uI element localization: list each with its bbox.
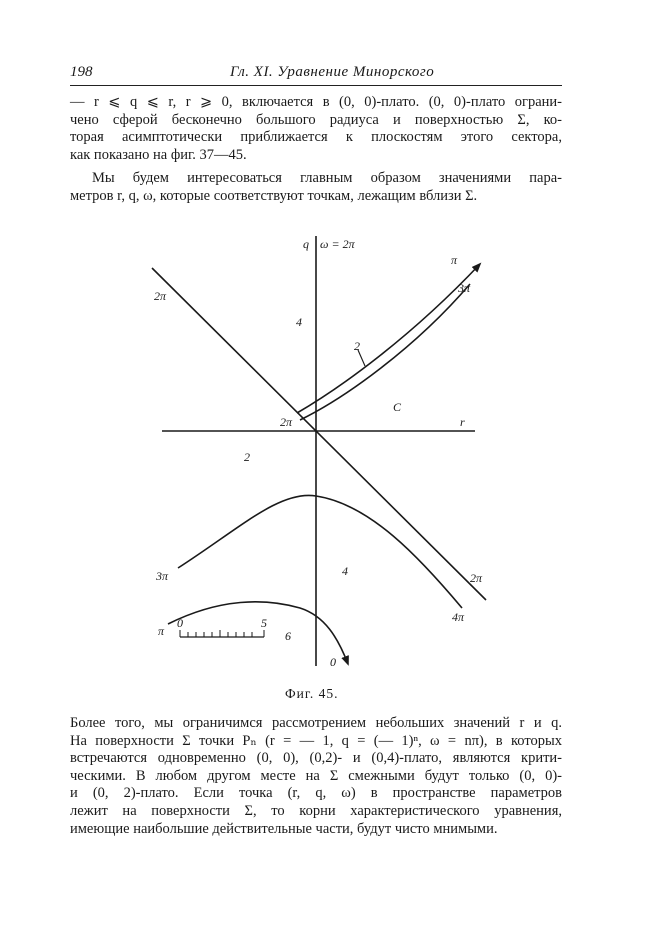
text-line: Более того, мы ограничимся рассмотрением небольших значений r и q. <box>70 715 562 731</box>
omega-label: ω = 2π <box>320 237 355 251</box>
page-number: 198 <box>70 64 93 80</box>
three-pi-left-label: 3π <box>156 569 169 583</box>
scale-0-label: 0 <box>177 616 183 630</box>
diagonal-line <box>152 268 486 600</box>
paragraph-2 <box>70 170 562 205</box>
page-header <box>70 64 562 86</box>
curve-lower-arch <box>178 495 462 608</box>
two-pi-origin-label: 2π <box>280 415 293 429</box>
two-pi-right-label: 2π <box>470 571 483 585</box>
region-6: 6 <box>285 629 291 643</box>
zero-bottom-label: 0 <box>330 655 336 669</box>
region-C: C <box>393 400 402 414</box>
text-line: как показано на фиг. 37—45. <box>70 146 247 163</box>
curve-2-label: 2 <box>354 339 360 353</box>
running-title: Гл. XI. Уравнение Минорского <box>230 64 435 80</box>
curve-pi <box>297 264 480 413</box>
text-line: имеющие наибольшие действительные части, будут чисто мнимыми. <box>70 820 498 837</box>
curve-bottom-arch <box>168 602 348 664</box>
scale-ticks <box>180 630 264 637</box>
text-line: и (0, 2)-плато. Если точка (r, q, ω) в пространстве параметров <box>70 785 562 802</box>
pi-top-label: π <box>451 253 458 267</box>
paragraph-3 <box>70 715 562 838</box>
two-pi-left-label: 2π <box>154 289 167 303</box>
q-axis-label: q <box>303 237 309 251</box>
text-line: — r ⩽ q ⩽ r, r ⩾ 0, включается в (0, 0)-плато. (0, 0)-плато ограни- <box>70 94 562 110</box>
text-line: чено сферой бесконечно большого радиуса и поверхностью Σ, ко- <box>70 111 562 128</box>
four-pi-label: 4π <box>452 610 465 624</box>
region-4-upper: 4 <box>296 315 302 329</box>
three-pi-top-label: 3π <box>458 281 471 295</box>
text-line: встречаются одновременно (0, 0), (0,2)- и (0,4)-плато, являются крити- <box>70 750 562 767</box>
header-rule <box>70 85 562 86</box>
text-line: Мы будем интересоваться главным образом значениями пара- <box>92 170 562 186</box>
text-line: лежит на поверхности Σ, то корни характеристического уравнения, <box>70 802 562 819</box>
text-line: ческими. В любом другом месте на Σ смежными будут только (0, 0)- <box>70 767 562 784</box>
scale-5-label: 5 <box>261 616 267 630</box>
paragraph-1 <box>70 94 562 164</box>
region-4-lower: 4 <box>342 564 348 578</box>
region-2: 2 <box>244 450 250 464</box>
r-axis-label: r <box>460 415 465 429</box>
pi-left-label: π <box>158 624 165 638</box>
text-line: На поверхности Σ точки Pₙ (r = — 1, q = (— 1)ⁿ, ω = nπ), в которых <box>70 732 562 749</box>
text-line: метров r, q, ω, которые соответствуют точкам, лежащим вблизи Σ. <box>70 187 478 204</box>
text-line: торая асимптотически приближается к плоскостям этого сектора, <box>70 129 562 146</box>
figure-caption: Фиг. 45. <box>285 686 339 701</box>
figure-45 <box>140 228 500 673</box>
